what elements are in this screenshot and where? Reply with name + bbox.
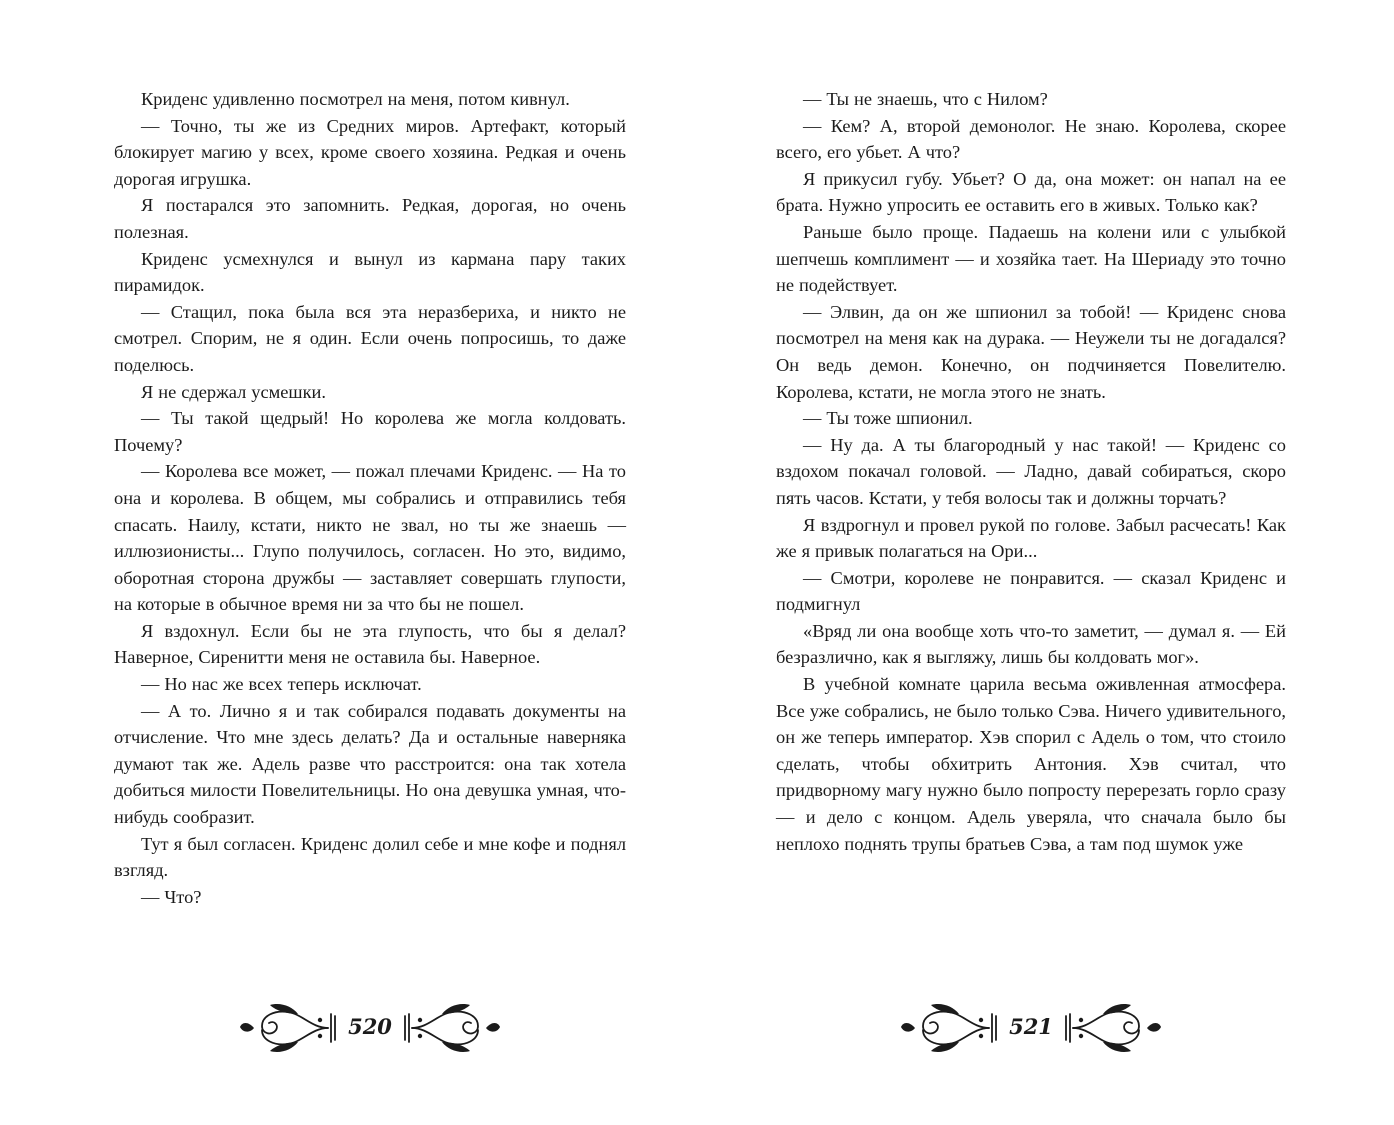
page-left-text: [114, 86, 626, 910]
paragraph: Раньше было проще. Падаешь на колени или с улыбкой шепчешь комплимент — и хозяйка тает. На Шериаду это точно не подействует.: [776, 221, 1286, 296]
paragraph: — Ты такой щедрый! Но королева же могла колдовать. Почему?: [114, 408, 626, 455]
paragraph: Я вздрогнул и провел рукой по голове. Забыл расчесать! Как же я привык полагаться на Ори...: [776, 514, 1286, 562]
paragraph: Тут я был согласен. Криденс долил себе и мне кофе и поднял взгляд.: [114, 833, 626, 881]
page-right-footer: [776, 996, 1286, 1060]
paragraph: — Стащил, пока была вся эта неразбериха, и никто не смотрел. Спорим, не я один. Если очень попросишь, то даже поделюсь.: [114, 301, 626, 375]
page-number: 521: [1009, 1013, 1053, 1039]
paragraph: Я вздохнул. Если бы не эта глупость, что бы я делал? Наверное, Сиренитти меня не оставила бы. Наверное.: [114, 620, 626, 668]
paragraph: «Вряд ли она вообще хоть что-то заметит, — думал я. — Ей безразлично, как я выгляжу, лишь бы колдовать мог».: [776, 620, 1286, 668]
page-right-text: [776, 86, 1286, 857]
flourish-left-icon: [238, 1000, 338, 1056]
paragraph: — Ну да. А ты благородный у нас такой! — Криденс со вздохом покачал головой. — Ладно, давай собираться, скоро пять часов. Кстати, у тебя волосы так и должны торчать?: [776, 434, 1286, 508]
paragraph: Криденс удивленно посмотрел на меня, потом кивнул.: [141, 89, 570, 109]
paragraph: — Ты тоже шпионил.: [803, 408, 973, 429]
paragraph: Я постарался это запомнить. Редкая, дорогая, но очень полезная.: [114, 195, 626, 242]
paragraph: — Кем? А, второй демонолог. Не знаю. Королева, скорее всего, его убьет. А что?: [776, 115, 1286, 163]
paragraph: — Точно, ты же из Средних миров. Артефакт, который блокирует магию у всех, кроме своего хозяина. Редкая и очень дорогая игрушка.: [114, 115, 626, 189]
paragraph: — Смотри, королеве не понравится. — сказал Криденс и подмигнул: [776, 567, 1286, 615]
flourish-left-icon: [899, 1000, 999, 1056]
paragraph: Я прикусил губу. Убьет? О да, она может: он напал на ее брата. Нужно упросить ее оставить его в живых. Только как?: [776, 168, 1286, 216]
flourish-right-icon: [402, 1000, 502, 1056]
paragraph: — Королева все может, — пожал плечами Криденс. — На то она и королева. В общем, мы собрались и отправились тебя спасать. Наилу, кстати, никто не звал, но ты же знаешь — иллюзионисты... Глупо получилось, согласен. Но это, видимо, оборотная сторона дружбы — заставляет совершать глупости, на которые в обычное время ни за что бы не пошел.: [114, 461, 626, 615]
paragraph: Криденс усмехнулся и вынул из кармана пару таких пирамидок.: [114, 248, 626, 296]
paragraph: В учебной комнате царила весьма оживленная атмосфера. Все уже собрались, не было только Сэва. Ничего удивительного, он же теперь император. Хэв спорил с Адель о том, что стоило сделать, чтобы обхитрить Антония. Хэв считал, что придворному магу нужно было попросту перерезать горло сразу — и дело с концом. Адель уверяла, что сначала было бы неплохо поднять трупы братьев Сэва, а там под шумок уже: [776, 674, 1286, 854]
page-number: 520: [348, 1013, 392, 1039]
paragraph: — Ты не знаешь, что с Нилом?: [803, 89, 1048, 109]
page-left-footer: [114, 996, 626, 1060]
flourish-right-icon: [1063, 1000, 1163, 1056]
paragraph: — Но нас же всех теперь исключат.: [141, 674, 422, 695]
paragraph: — Элвин, да он же шпионил за тобой! — Криденс снова посмотрел на меня как на дурака. — Неужели ты не догадался? Он ведь демон. Конечно, он подчиняется Повелителю. Королева, кстати, не могла этого не знать.: [776, 301, 1286, 402]
paragraph: — А то. Лично я и так собирался подавать документы на отчисление. Что мне здесь делать? Да и остальные наверняка думают так же. Адель разве что расстроится: она так хотела добиться милости Повелительницы. Но она девушка умная, что-нибудь сообразит.: [114, 700, 626, 828]
paragraph: — Что?: [141, 886, 202, 907]
paragraph: Я не сдержал усмешки.: [141, 381, 326, 402]
